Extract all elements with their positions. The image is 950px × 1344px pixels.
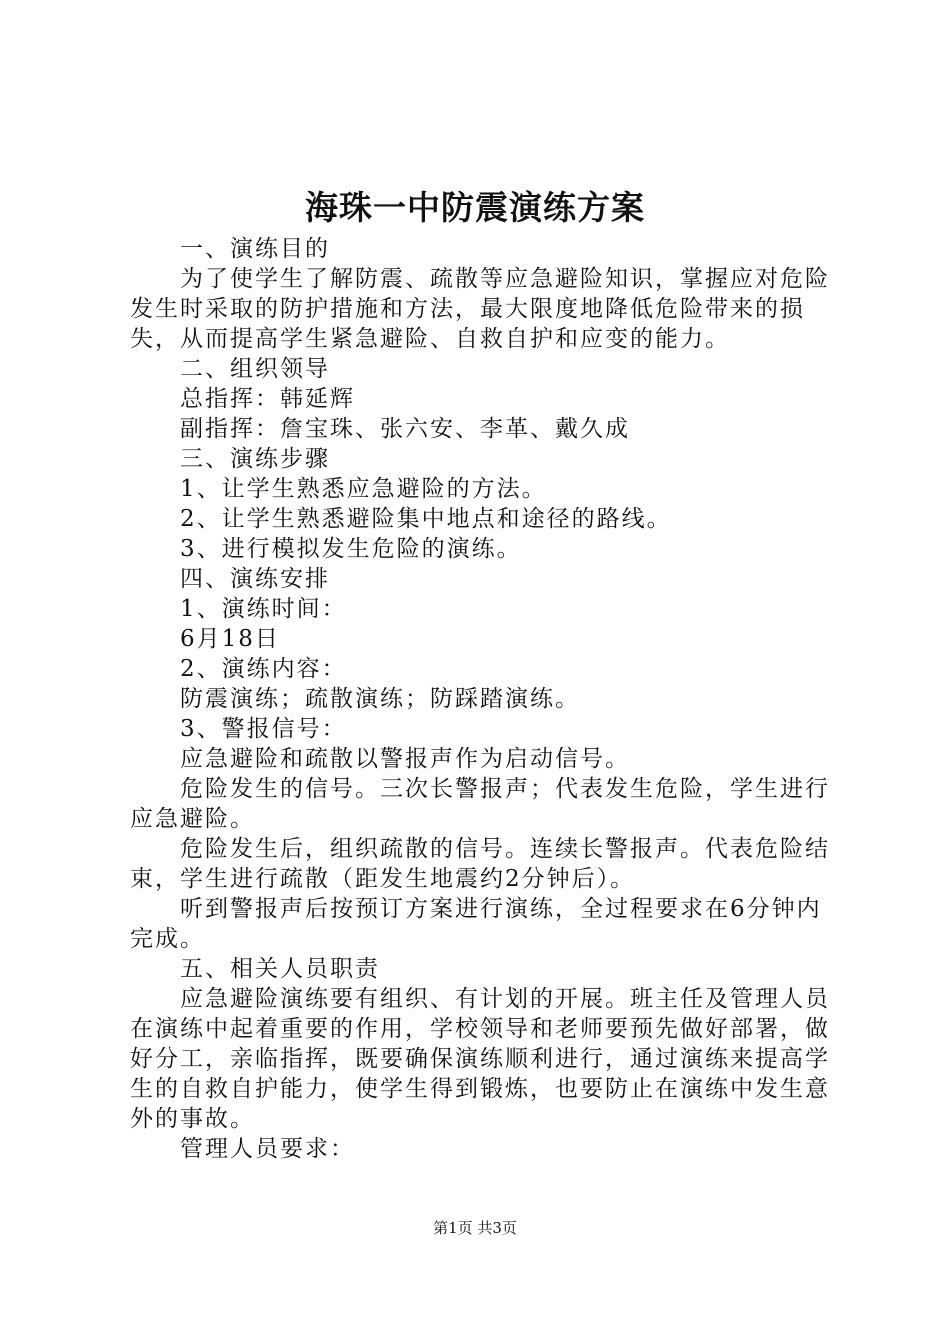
paragraph: 总指挥：韩延辉	[180, 386, 355, 412]
section-heading: 一、演练目的	[180, 236, 330, 262]
paragraph: 2、演练内容：	[180, 656, 347, 682]
paragraph: 应急避险演练要有组织、有计划的开展。班主任及管理人员在演练中起着重要的作用，学校领导和老师要预先做好部署，做好分工，亲临指挥，既要确保演练顺利进行，通过演练来提高学生的自救自护能力，使学生得到锻炼，也要防止在演练中发生意外的事故。	[130, 986, 830, 1132]
paragraph: 1、演练时间：	[180, 596, 347, 622]
paragraph: 防震演练；疏散演练；防踩踏演练。	[180, 686, 580, 712]
paragraph: 6月18日	[180, 626, 280, 652]
paragraph: 管理人员要求：	[180, 1136, 355, 1162]
paragraph: 听到警报声后按预订方案进行演练，全过程要求在6分钟内完成。	[130, 896, 822, 952]
paragraph: 为了使学生了解防震、疏散等应急避险知识，掌握应对危险发生时采取的防护措施和方法，最大限度地降低危险带来的损失，从而提高学生紧急避险、自救自护和应变的能力。	[130, 266, 830, 352]
section-heading: 五、相关人员职责	[180, 956, 380, 982]
paragraph: 1、让学生熟悉应急避险的方法。	[180, 476, 547, 502]
paragraph: 危险发生后，组织疏散的信号。连续长警报声。代表危险结束，学生进行疏散（距发生地震约2分钟后）。	[130, 836, 830, 892]
paragraph: 应急避险和疏散以警报声作为启动信号。	[180, 746, 630, 772]
section-heading: 三、演练步骤	[180, 446, 330, 472]
paragraph: 3、警报信号：	[180, 716, 347, 742]
paragraph: 危险发生的信号。三次长警报声；代表发生危险，学生进行应急避险。	[130, 776, 830, 832]
document-body	[130, 234, 830, 1164]
paragraph: 2、让学生熟悉避险集中地点和途径的路线。	[180, 506, 672, 532]
document-title: 海珠一中防震演练方案	[305, 188, 645, 227]
page-number-footer: 第1页 共3页	[433, 1219, 517, 1237]
section-heading: 四、演练安排	[180, 566, 330, 592]
paragraph: 副指挥：詹宝珠、张六安、李革、戴久成	[180, 416, 630, 442]
paragraph: 3、进行模拟发生危险的演练。	[180, 536, 522, 562]
section-heading: 二、组织领导	[180, 356, 330, 382]
